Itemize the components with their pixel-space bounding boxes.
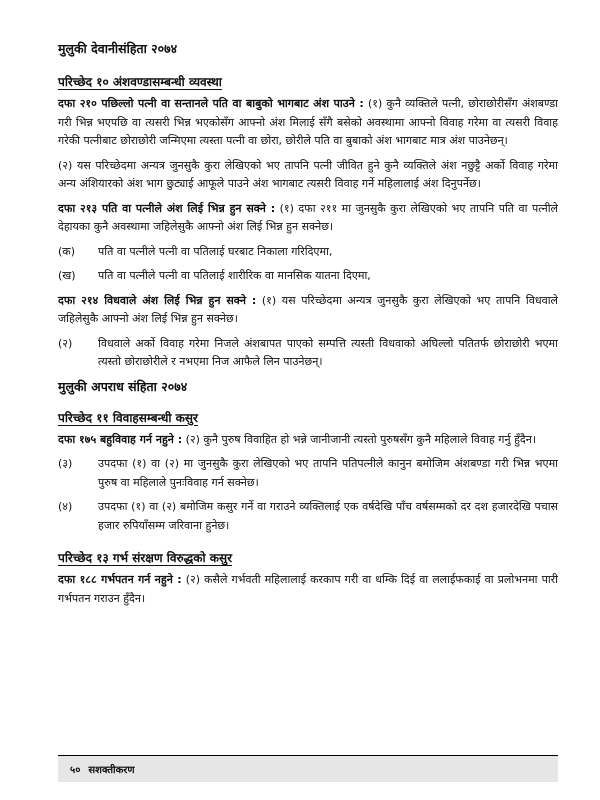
section-213-heading: दफा २१३ पति वा पत्नीले अंश लिई भिन्न हुन सक्ने : [58, 201, 276, 215]
section-210-heading: दफा २१० पछिल्लो पत्नी वा सन्तानले पति वा बाबुको भागबाट अंश पाउने : [58, 97, 364, 110]
list-item [58, 267, 558, 286]
section-214-text: (१) यस परिच्छेदमा अन्यत्र जुनसुकै कुरा लेखिएको भए तापनि विधवाले जहिलेसुकै आफ्नो अंश लिई भिन्न हुन सक्नेछ। [58, 293, 559, 325]
chapter-13-title: परिच्छेद १३ गर्भ संरक्षण विरुद्धको कसुर [58, 551, 232, 565]
section-175-heading: दफा १७५ बहुविवाह गर्न नहुने : [58, 432, 183, 446]
page-number: ५० [70, 765, 81, 776]
criminal-code-title: मुलुकी अपराध संहिता २०७४ [58, 378, 188, 394]
list-item-text: विधवाले अर्को विवाह गरेमा निजले अंशबापत पाएको सम्पत्ति त्यस्ती विधवाको अघिल्लो पतितर्फ छोराछोरी भएमा त्यस्तो छोराछोरीले र नभएमा निज आफैले लिन पाउनेछन्। [98, 336, 558, 368]
section-175-text: (२) कुनै पुरुष विवाहित हो भन्ने जानीजानी त्यस्तो पुरुषसँग कुनै महिलाले विवाह गर्नु हुँदैन। [185, 432, 537, 446]
list-item [58, 243, 558, 262]
document-page [58, 40, 558, 614]
section-214-paragraph [58, 292, 558, 329]
section-214-heading: दफा २१४ विधवाले अंश लिई भिन्न हुन सक्ने : [58, 293, 257, 307]
section-188-paragraph [58, 571, 558, 608]
section-210-paragraph [58, 95, 558, 151]
chapter-10-title: परिच्छेद १० अंशवण्डासम्बन्धी व्यवस्था [58, 75, 222, 89]
footer-title: सशक्तीकरण [88, 765, 135, 776]
list-item-text: उपदफा (१) वा (२) बमोजिम कसुर गर्ने वा गराउने व्यक्तिलाई एक वर्षदेखि पाँच वर्षसम्मको दर दश हजारदेखि पचास हजार रुपियाँसम्म जरिवाना हुनेछ। [98, 500, 558, 532]
list-item [58, 335, 558, 372]
section-213-text: (१) दफा २११ मा जुनसुकै कुरा लेखिएको भए तापनि पति वा पत्नीले देहायका कुनै अवस्थामा जहिलेसुकै आफ्नो अंश लिई भिन्न हुन सक्नेछ। [58, 201, 559, 233]
list-item-number: (४) [58, 500, 73, 513]
list-item-text: पति वा पत्नीले पत्नी वा पतिलाई शारीरिक वा मानसिक यातना दिएमा, [98, 269, 371, 282]
list-item [58, 455, 558, 492]
section-213-paragraph [58, 200, 558, 237]
list-item-text: पति वा पत्नीले पत्नी वा पतिलाई घरबाट निकाला गरिदिएमा, [98, 244, 333, 258]
list-item-text: उपदफा (१) वा (२) मा जुनसुकै कुरा लेखिएको भए तापनि पतिपत्नीले कानुन बमोजिम अंशबण्डा गरी भिन्न भएमा पुरुष वा महिलाले पुनःविवाह गर्न सक्नेछ। [98, 457, 558, 489]
section-210-sub2: (२) यस परिच्छेदमा अन्यत्र जुनसुकै कुरा लेखिएको भए तापनि पत्नी जीवित हुने कुनै व्यक्तिले अंश नछुट्टै अर्को विवाह गरेमा अन्य अंशियारको अंश भाग छुट्याई आफूले पाउने अंश भागबाट त्यसरी विवाह गर्ने महिलालाई अंश दिनुपर्नेछ। [58, 158, 558, 190]
section-175-paragraph [58, 431, 558, 450]
section-188-text: (२) कसैले गर्भवती महिलालाई करकाप गरी वा धम्कि दिई वा ललाईफकाई वा प्रलोभनमा पारी गर्भपतन गराउन हुँदैन। [58, 573, 559, 605]
list-item-number: (३) [58, 457, 73, 470]
section-188-heading: दफा १८८ गर्भपतन गर्न नहुने : [58, 573, 182, 586]
section-210-text: (१) कुनै व्यक्तिले पत्नी, छोराछोरीसँग अंशबण्डा गरी भिन्न भएपछि वा त्यसरी भिन्न भएकोसँग आफ्नो अंश मिलाई सँगै बसेको अवस्थामा आफ्नो विवाह गरेमा वा त्यसरी विवाह गरेकी पत्नीबाट छोराछोरी जन्मिएमा त्यस्ता पत्नी वा छोरा, छोरीले पति वा बुबाको अंश भागबाट मात्र अंश पाउनेछन्। [58, 97, 558, 147]
list-item-number: (क) [58, 244, 76, 258]
civil-code-title: मुलुकी देवानीसंहिता २०७४ [58, 41, 178, 56]
page-footer [58, 755, 558, 782]
list-item [58, 498, 558, 535]
list-item-number: (ख) [58, 269, 76, 282]
chapter-11-title: परिच्छेद ११ विवाहसम्बन्धी कसुर [58, 410, 198, 425]
list-item-number: (२) [58, 336, 73, 350]
